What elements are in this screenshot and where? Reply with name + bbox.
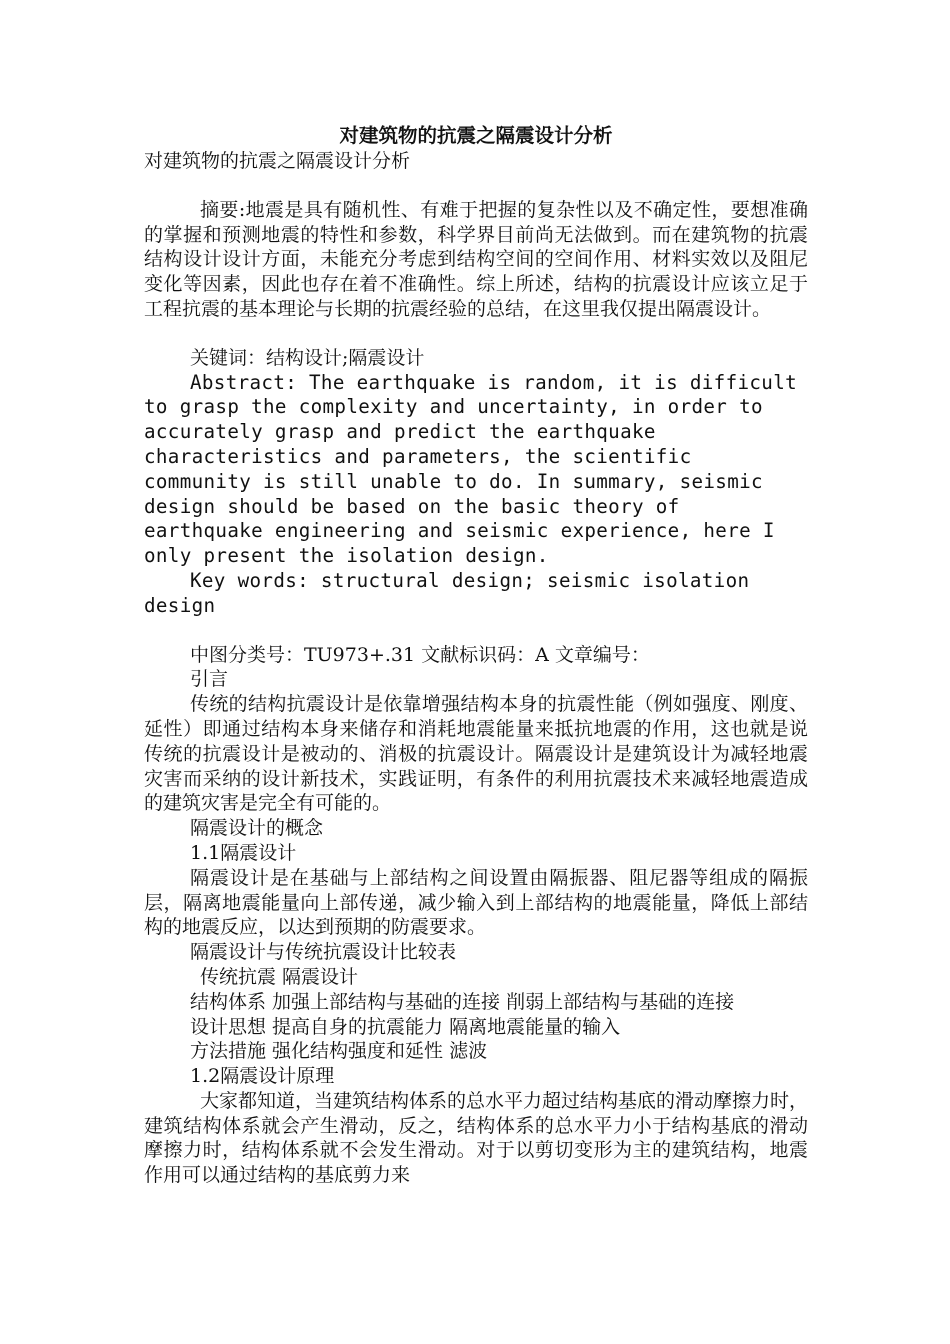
- intro-heading: 引言: [190, 668, 229, 691]
- keywords-english: Key words: structural design; seismic isolation design: [144, 568, 750, 617]
- document-title: 对建筑物的抗震之隔震设计分析: [339, 124, 613, 147]
- comparison-table-header: 传统抗震 隔震设计: [200, 965, 359, 988]
- section-1-1-heading: 1.1隔震设计: [190, 841, 297, 864]
- keywords-chinese: 关键词：结构设计;隔震设计: [190, 346, 425, 369]
- abstract-chinese: 摘要:地震是具有随机性、有难于把握的复杂性以及不确定性，要想准确的掌握和预测地震的特性和参数，科学界目前尚无法做到。而在建筑物的抗震结构设计设计方面，未能充分考虑到结构空间的空间作用、材料实效以及阻尼变化等因素，因此也存在着不准确性。综上所述，结构的抗震设计应该立足于工程抗震的基本理论与长期的抗震经验的总结，在这里我仅提出隔震设计。: [144, 198, 808, 320]
- document-subtitle: 对建筑物的抗震之隔震设计分析: [144, 150, 411, 172]
- document-body: [144, 123, 808, 1188]
- abstract-english: Abstract: The earthquake is random, it is difficult to grasp the complexity and uncertainty, in order to accurately grasp and predict the earthquake characteristics and parameters, the scientific community is still unable to do. In summary, seismic design should be based on the basic theory of earthquake engineering and seismic experience, here I only present the isolation design.: [144, 370, 797, 568]
- intro-paragraph: 传统的结构抗震设计是依靠增强结构本身的抗震性能（例如强度、刚度、延性）即通过结构本身来储存和消耗地震能量来抵抗地震的作用，这也就是说传统的抗震设计是被动的、消极的抗震设计。隔震设计是建筑设计为减轻地震灾害而采纳的设计新技术，实践证明，有条件的利用抗震技术来减轻地震造成的建筑灾害是完全有可能的。: [144, 693, 808, 815]
- section-1-2-paragraph: 大家都知道，当建筑结构体系的总水平力超过结构基底的滑动摩擦力时，建筑结构体系就会产生滑动，反之，结构体系的总水平力小于结构基底的滑动摩擦力时，结构体系就不会发生滑动。对于以剪切变形为主的建筑结构，地震作用可以通过结构的基底剪力来: [144, 1089, 809, 1187]
- comparison-table-row: 设计思想 提高自身的抗震能力 隔离地震能量的输入: [190, 1015, 621, 1038]
- comparison-table-title: 隔震设计与传统抗震设计比较表: [190, 941, 457, 964]
- section-1-1-paragraph: 隔震设计是在基础与上部结构之间设置由隔振器、阻尼器等组成的隔振层，隔离地震能量向上部传递，减少输入到上部结构的地震能量，降低上部结构的地震反应，以达到预期的防震要求。: [144, 866, 808, 939]
- concept-heading: 隔震设计的概念: [190, 817, 324, 840]
- comparison-table-row: 方法措施 强化结构强度和延性 滤波: [190, 1040, 488, 1063]
- section-1-2-heading: 1.2隔震设计原理: [190, 1065, 335, 1088]
- spacer: [144, 174, 808, 194]
- spacer: [144, 619, 808, 643]
- comparison-table-row: 结构体系 加强上部结构与基础的连接 削弱上部结构与基础的连接: [190, 990, 735, 1013]
- spacer: [144, 322, 808, 346]
- classification-line: 中图分类号：TU973+.31 文献标识码：A 文章编号：: [190, 643, 650, 666]
